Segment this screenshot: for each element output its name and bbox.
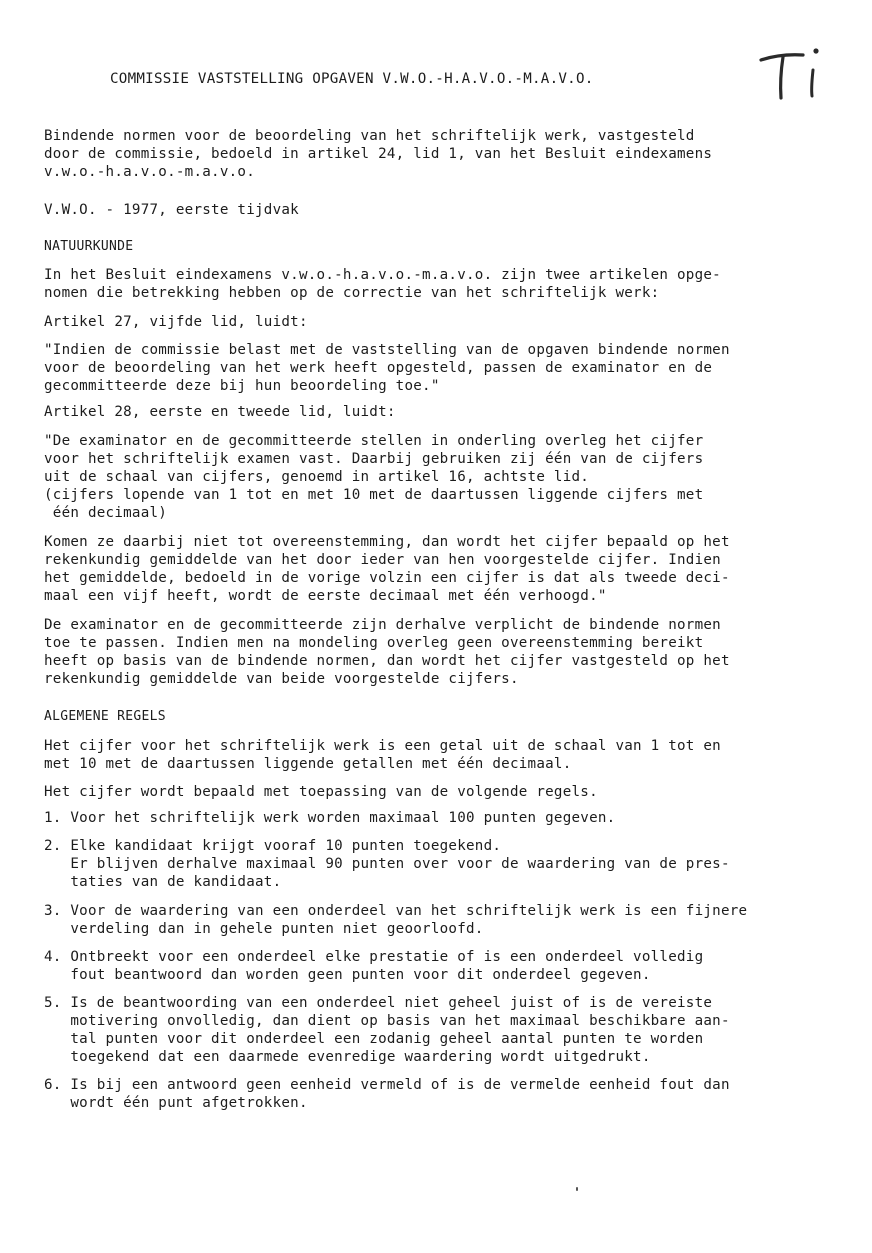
rule-2-line-3: taties van de kandidaat. — [44, 874, 282, 890]
article-28-continued-line-3: het gemiddelde, bedoeld in de vorige volzin een cijfer is dat als tweede deci- — [44, 570, 730, 586]
article-27-heading: Artikel 27, vijfde lid, luidt: — [44, 314, 308, 330]
rules-intro-line-2: met 10 met de daartussen liggende getallen met één decimaal. — [44, 756, 572, 772]
article-28-continued-line-1: Komen ze daarbij niet tot overeenstemming, dan wordt het cijfer bepaald op het — [44, 534, 730, 550]
article-28-quote-line-3: uit de schaal van cijfers, genoemd in artikel 16, achtste lid. — [44, 469, 590, 485]
obligation-line-3: heeft op basis van de bindende normen, dan wordt het cijfer vastgesteld op het — [44, 653, 730, 669]
besluit-intro-line-2: nomen die betrekking hebben op de correctie van het schriftelijk werk: — [44, 285, 660, 301]
obligation-line-1: De examinator en de gecommitteerde zijn derhalve verplicht de bindende normen — [44, 617, 721, 633]
besluit-intro-line-1: In het Besluit eindexamens v.w.o.-h.a.v.o.-m.a.v.o. zijn twee artikelen opge- — [44, 267, 721, 283]
rule-2-line-2: Er blijven derhalve maximaal 90 punten over voor de waardering van de pres- — [44, 856, 730, 872]
rules-lead: Het cijfer wordt bepaald met toepassing van de volgende regels. — [44, 784, 598, 800]
rule-5-line-3: tal punten voor dit onderdeel een zodanig geheel aantal punten te worden — [44, 1031, 704, 1047]
rules-intro-line-1: Het cijfer voor het schriftelijk werk is een getal uit de schaal van 1 tot en — [44, 738, 721, 754]
article-28-continued-line-4: maal een vijf heeft, wordt de eerste decimaal met één verhoogd." — [44, 588, 607, 604]
article-27-quote-line-1: "Indien de commissie belast met de vaststelling van de opgaven bindende normen — [44, 342, 730, 358]
obligation-line-2: toe te passen. Indien men na mondeling overleg geen overeenstemming bereikt — [44, 635, 704, 651]
exam-line: V.W.O. - 1977, eerste tijdvak — [44, 202, 299, 218]
rule-3-line-2: verdeling dan in gehele punten niet geoorloofd. — [44, 921, 484, 937]
article-28-quote-line-1: "De examinator en de gecommitteerde stellen in onderling overleg het cijfer — [44, 433, 704, 449]
rule-1-line-1: 1. Voor het schriftelijk werk worden maximaal 100 punten gegeven. — [44, 810, 616, 826]
article-28-continued-line-2: rekenkundig gemiddelde van het door ieder van hen voorgestelde cijfer. Indien — [44, 552, 721, 568]
rule-5-line-1: 5. Is de beantwoording van een onderdeel niet geheel juist of is de vereiste — [44, 995, 713, 1011]
article-28-quote-line-5: één decimaal) — [44, 505, 168, 521]
handwritten-ti-mark — [757, 36, 829, 108]
rules-heading: ALGEMENE REGELS — [44, 709, 166, 724]
article-28-heading: Artikel 28, eerste en tweede lid, luidt: — [44, 404, 396, 420]
scan-speck — [576, 1187, 578, 1191]
article-28-quote-line-4: (cijfers lopende van 1 tot en met 10 met de daartussen liggende cijfers met — [44, 487, 704, 503]
article-27-quote-line-3: gecommitteerde deze bij hun beoordeling toe." — [44, 378, 440, 394]
rule-4-line-1: 4. Ontbreekt voor een onderdeel elke prestatie of is een onderdeel volledig — [44, 949, 704, 965]
rule-6-line-2: wordt één punt afgetrokken. — [44, 1095, 308, 1111]
rule-2-line-1: 2. Elke kandidaat krijgt vooraf 10 punten toegekend. — [44, 838, 502, 854]
document-title: COMMISSIE VASTSTELLING OPGAVEN V.W.O.-H.A.V.O.-M.A.V.O. — [110, 71, 594, 87]
intro-line-1: Bindende normen voor de beoordeling van het schriftelijk werk, vastgesteld — [44, 128, 695, 144]
rule-6-line-1: 6. Is bij een antwoord geen eenheid vermeld of is de vermelde eenheid fout dan — [44, 1077, 730, 1093]
intro-line-2: door de commissie, bedoeld in artikel 24, lid 1, van het Besluit eindexamens — [44, 146, 713, 162]
rule-3-line-1: 3. Voor de waardering van een onderdeel van het schriftelijk werk is een fijnere — [44, 903, 748, 919]
article-27-quote-line-2: voor de beoordeling van het werk heeft opgesteld, passen de examinator en de — [44, 360, 713, 376]
rule-5-line-2: motivering onvolledig, dan dient op basis van het maximaal beschikbare aan- — [44, 1013, 730, 1029]
obligation-line-4: rekenkundig gemiddelde van beide voorgestelde cijfers. — [44, 671, 519, 687]
article-28-quote-line-2: voor het schriftelijk examen vast. Daarbij gebruiken zij één van de cijfers — [44, 451, 704, 467]
intro-line-3: v.w.o.-h.a.v.o.-m.a.v.o. — [44, 164, 255, 180]
subject-heading: NATUURKUNDE — [44, 239, 134, 254]
rule-4-line-2: fout beantwoord dan worden geen punten voor dit onderdeel gegeven. — [44, 967, 651, 983]
rule-5-line-4: toegekend dat een daarmede evenredige waardering wordt uitgedrukt. — [44, 1049, 651, 1065]
